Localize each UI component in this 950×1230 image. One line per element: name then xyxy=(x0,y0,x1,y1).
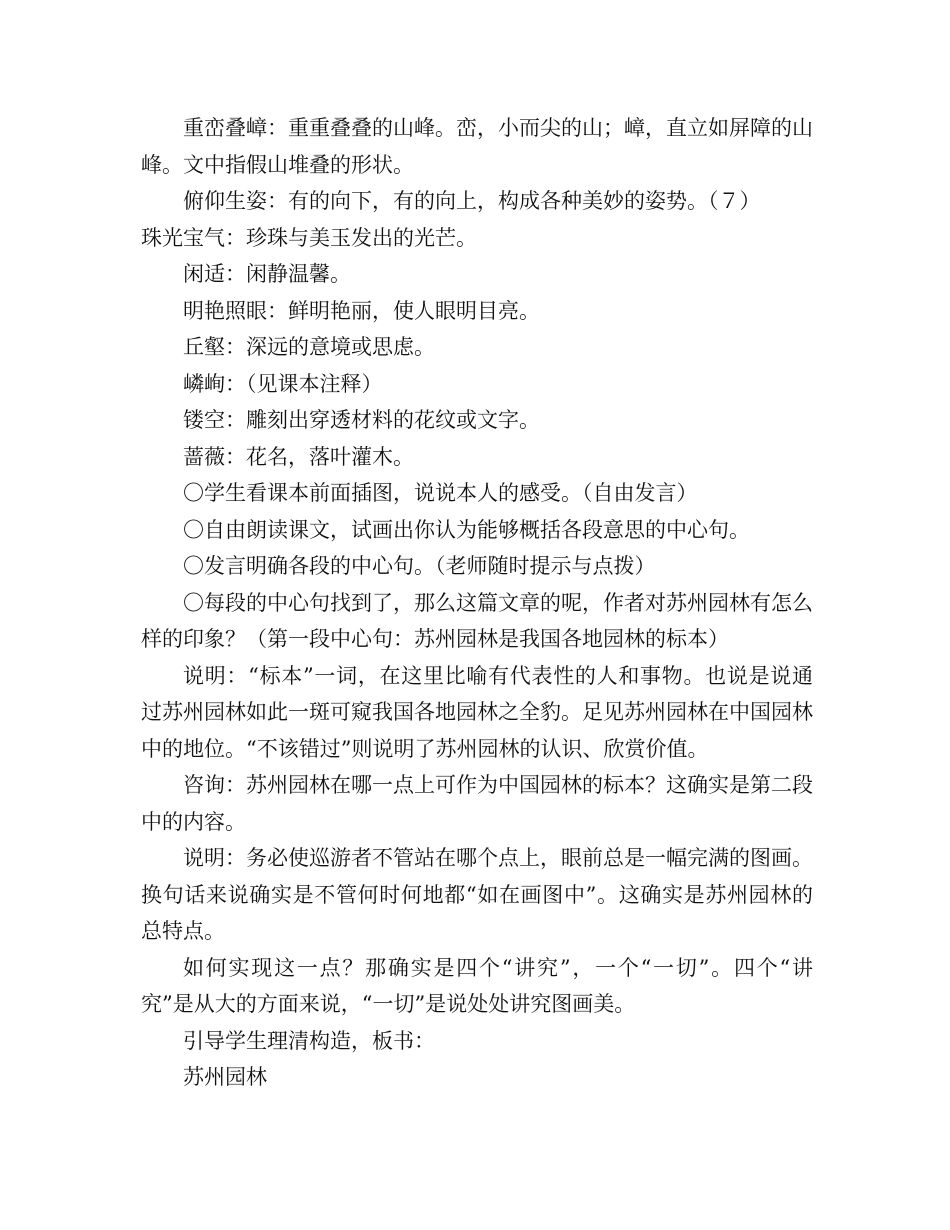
document-body xyxy=(141,110,813,1096)
paragraph-suzhou-gardens: 苏州园林 xyxy=(183,1065,267,1089)
paragraph-qiangwei: 蔷薇：花名，落叶灌木。 xyxy=(183,444,414,469)
paragraph-linxun: 嶙峋：（见课本注释） xyxy=(183,371,383,396)
paragraph-mingyan: 明艳照眼：鲜明艳丽，使人眼明目亮。 xyxy=(183,298,540,323)
paragraph-zhuguang: 珠光宝气：珍珠与美玉发出的光芒。 xyxy=(141,225,477,250)
paragraph-xianshi: 闲适：闲静温馨。 xyxy=(183,262,351,286)
paragraph-task-impression: 〇每段的中心句找到了，那么这篇文章的呢，作者对苏州园林有怎么样的印象？（第一段中心句：苏州园林是我国各地园林的标本） xyxy=(141,590,813,651)
paragraph-task-reading: 〇自由朗读课文，试画出你认为能够概括各段意思的中心句。 xyxy=(183,517,750,542)
paragraph-loukong: 镂空：雕刻出穿透材料的花纹或文字。 xyxy=(183,408,540,432)
paragraph-qiuhe: 丘壑：深远的意境或思虑。 xyxy=(183,335,435,359)
paragraph-explanation-picture: 说明：务必使巡游者不管站在哪个点上，眼前总是一幅完满的图画。换句话来说确实是不管何时何地都“如在画图中”。这确实是苏州园林的总特点。 xyxy=(141,846,813,943)
paragraph-task-illustration: 〇学生看课本前面插图，说说本人的感受。（自由发言） xyxy=(183,481,698,505)
paragraph-explanation-specimen: 说明：“标本”一词，在这里比喻有代表性的人和事物。也说是说通过苏州园林如此一斑可窥我国各地园林之全豹。足见苏州园林在中国园林中的地位。“不该错过”则说明了苏州园林的认识、欣赏价值。 xyxy=(141,663,813,761)
paragraph-chongluan: 重峦叠嶂：重重叠叠的山峰。峦，小而尖的山；嶂，直立如屏障的山峰。文中指假山堆叠的形状。 xyxy=(141,116,813,177)
paragraph-four-considerations: 如何实现这一点？那确实是四个“讲究”，一个“一切”。四个“讲究”是从大的方面来说，“一切”是说处处讲究图画美。 xyxy=(141,955,813,1016)
paragraph-blackboard: 引导学生理清构造，板书： xyxy=(183,1028,435,1053)
paragraph-question: 咨询：苏州园林在哪一点上可作为中国园林的标本？这确实是第二段中的内容。 xyxy=(141,773,813,834)
paragraph-task-central-sentences: 〇发言明确各段的中心句。（老师随时提示与点拨） xyxy=(183,554,656,578)
paragraph-fuyang: 俯仰生姿：有的向下，有的向上，构成各种美妙的姿势。（７） xyxy=(183,189,761,213)
